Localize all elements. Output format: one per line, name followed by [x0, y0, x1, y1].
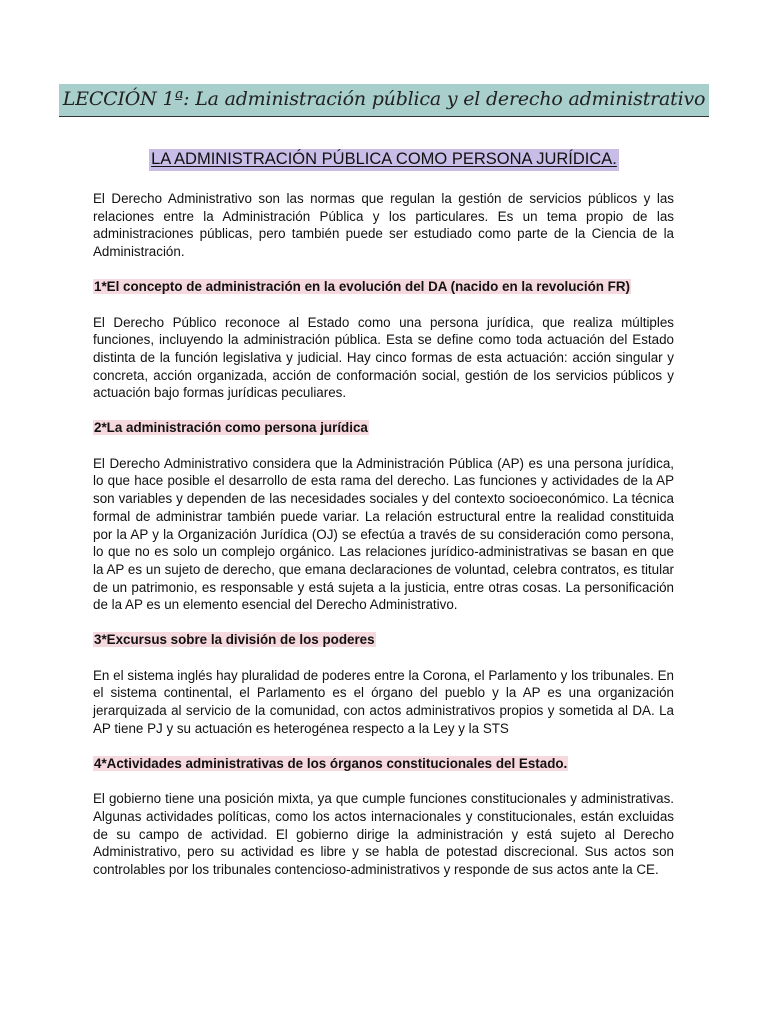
section-heading-4	[93, 755, 674, 773]
section-heading-2-text: 2*La administración como persona jurídica	[94, 420, 368, 436]
section-body-4: El gobierno tiene una posición mixta, ya que cumple funciones constitucionales y administrativas. Algunas actividades políticas, como los actos internacionales y constitucionales, están excluidas de su campo de actividad. El gobierno dirige la administración y está sujeto al Derecho Administrativo, pero su actividad es libre y se habla de potestad discrecional. Sus actos son controlables por los tribunales contencioso-administrativos y responde de sus actos ante la CE.	[93, 791, 674, 878]
section-heading-3-text: 3*Excursus sobre la división de los poderes	[94, 632, 375, 648]
section-body-3: En el sistema inglés hay pluralidad de poderes entre la Corona, el Parlamento y los tribunales. En el sistema continental, el Parlamento es el órgano del pueblo y la AP es una organización jerarquizada al servicio de la comunidad, con actos administrativos propios y sometida al DA. La AP tiene PJ y su actuación es heterogénea respecto a la Ley y la STS	[93, 667, 674, 736]
lesson-title-container	[0, 84, 768, 117]
section-heading-4-text: 4*Actividades administrativas de los órganos constitucionales del Estado.	[94, 755, 568, 771]
section-body-2: El Derecho Administrativo considera que la Administración Pública (AP) es una persona jurídica, lo que hace posible el desarrollo de esta rama del derecho. Las funciones y actividades de la AP son variables y dependen de las necesidades sociales y del contexto socioeconómico. La técnica formal de administrar también puede variar. La relación estructural entre la realidad constituida por la AP y la Organización Jurídica (OJ) se efectúa a través de su consideración como persona, lo que no es solo un complejo orgánico. Las relaciones jurídico-administrativas se basan en que la AP es un sujeto de derecho, que emana declaraciones de voluntad, celebra contratos, es titular de un patrimonio, es responsable y está sujeta a la justicia, entre otras cosas. La personificación de la AP es un elemento esencial del Derecho Administrativo.	[93, 455, 674, 613]
lesson-title: LECCIÓN 1ª: La administración pública y el derecho administrativo	[59, 84, 710, 117]
section-heading-3	[93, 631, 674, 649]
main-heading: LA ADMINISTRACIÓN PÚBLICA COMO PERSONA JURÍDICA.	[149, 149, 619, 171]
section-heading-1-text: 1*El concepto de administración en la evolución del DA (nacido en la revolución FR)	[94, 278, 630, 294]
intro-paragraph: El Derecho Administrativo son las normas que regulan la gestión de servicios públicos y las relaciones entre la Administración Pública y los particulares. Es un tema propio de las administraciones públicas, pero también puede ser estudiado como parte de la Ciencia de la Administración.	[93, 191, 674, 260]
section-heading-1	[93, 278, 674, 296]
document-body	[93, 190, 674, 879]
section-heading-2	[93, 419, 674, 437]
section-body-1: El Derecho Público reconoce al Estado como una persona jurídica, que realiza múltiples funciones, incluyendo la administración pública. Esta se define como toda actuación del Estado distinta de la función legislativa y judicial. Hay cinco formas de esta actuación: acción singular y concreta, acción organizada, acción de conformación social, gestión de los servicios públicos y actuación bajo formas jurídicas peculiares.	[93, 314, 674, 401]
main-heading-container	[0, 149, 768, 171]
